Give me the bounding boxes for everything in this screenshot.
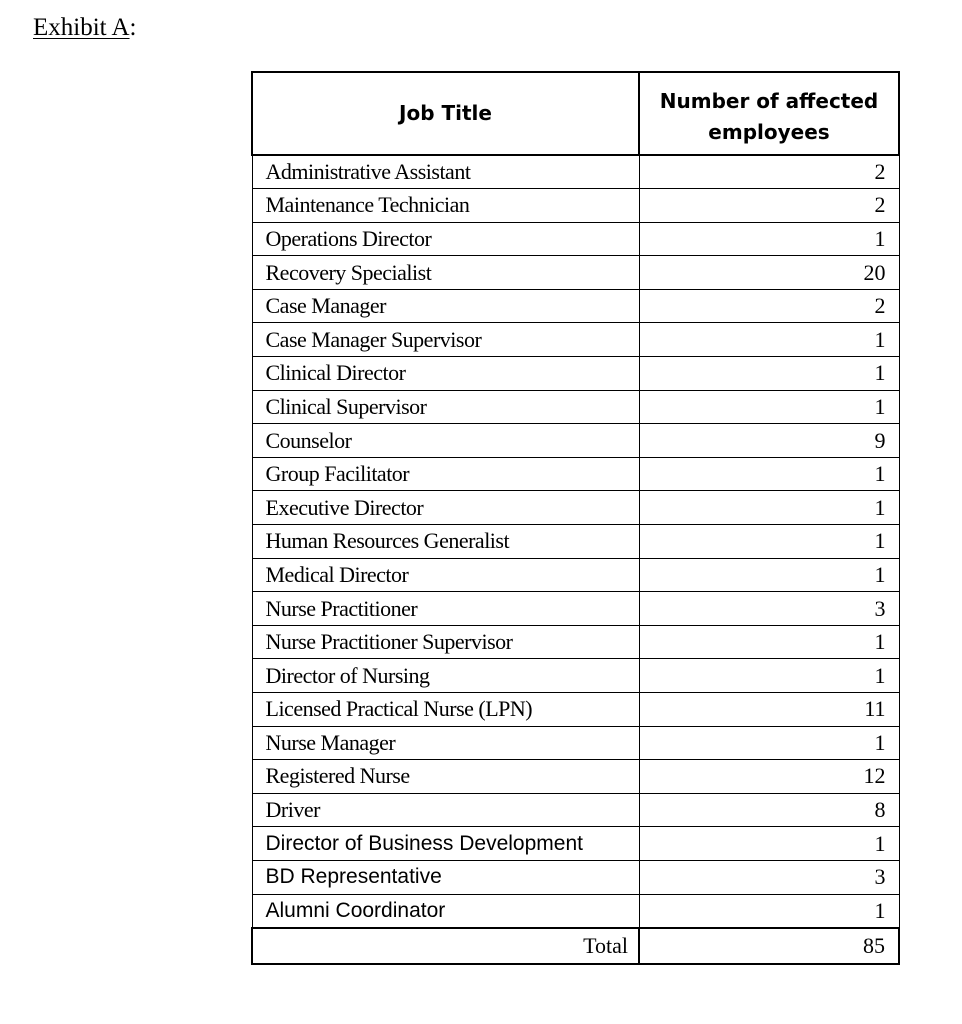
count-cell: 2: [639, 289, 899, 323]
job-title-cell: Driver: [252, 793, 639, 827]
count-cell: 1: [639, 659, 899, 693]
count-cell: 2: [639, 189, 899, 223]
job-title-cell: Group Facilitator: [252, 457, 639, 491]
job-title-cell: Maintenance Technician: [252, 189, 639, 223]
table-row: [252, 390, 899, 424]
job-title-cell: Operations Director: [252, 222, 639, 256]
table-row: [252, 457, 899, 491]
exhibit-heading: [33, 12, 137, 44]
count-cell: 12: [639, 760, 899, 794]
count-cell: 1: [639, 323, 899, 357]
job-title-cell: Registered Nurse: [252, 760, 639, 794]
table-row: [252, 625, 899, 659]
count-cell: 1: [639, 625, 899, 659]
table-header-row: [252, 72, 899, 155]
job-title-cell: Nurse Practitioner Supervisor: [252, 625, 639, 659]
total-value: 85: [639, 928, 899, 964]
exhibit-label: Exhibit A: [33, 14, 130, 41]
table-row: [252, 357, 899, 391]
table-row: [252, 256, 899, 290]
count-cell: 1: [639, 726, 899, 760]
table-row: [252, 760, 899, 794]
count-cell: 3: [639, 592, 899, 626]
count-cell: 20: [639, 256, 899, 290]
table-row: [252, 894, 899, 928]
count-cell: 8: [639, 793, 899, 827]
table-row: [252, 525, 899, 559]
count-cell: 11: [639, 693, 899, 727]
job-title-cell: Clinical Director: [252, 357, 639, 391]
total-label: Total: [252, 928, 639, 964]
table-row: [252, 424, 899, 458]
job-title-cell: Alumni Coordinator: [252, 894, 639, 928]
count-cell: 2: [639, 155, 899, 189]
count-cell: 3: [639, 860, 899, 894]
table-row: [252, 693, 899, 727]
job-title-cell: Administrative Assistant: [252, 155, 639, 189]
table-row: [252, 860, 899, 894]
count-cell: 1: [639, 558, 899, 592]
count-cell: 1: [639, 827, 899, 861]
job-title-cell: Recovery Specialist: [252, 256, 639, 290]
count-cell: 1: [639, 390, 899, 424]
table-row: [252, 827, 899, 861]
table-row: [252, 793, 899, 827]
job-title-cell: Clinical Supervisor: [252, 390, 639, 424]
exhibit-colon: :: [129, 14, 137, 41]
job-title-cell: Counselor: [252, 424, 639, 458]
job-title-cell: Case Manager: [252, 289, 639, 323]
total-row: [252, 928, 899, 964]
count-cell: 1: [639, 357, 899, 391]
table-row: [252, 222, 899, 256]
table-row: [252, 491, 899, 525]
job-title-cell: Case Manager Supervisor: [252, 323, 639, 357]
table-row: [252, 323, 899, 357]
table-row: [252, 592, 899, 626]
job-title-cell: BD Representative: [252, 860, 639, 894]
table-row: [252, 289, 899, 323]
job-title-cell: Director of Business Development: [252, 827, 639, 861]
job-title-cell: Medical Director: [252, 558, 639, 592]
count-cell: 1: [639, 457, 899, 491]
table-row: [252, 659, 899, 693]
table-row: [252, 726, 899, 760]
job-title-cell: Director of Nursing: [252, 659, 639, 693]
header-affected-count: Number of affected employees: [639, 72, 899, 155]
job-title-cell: Executive Director: [252, 491, 639, 525]
count-cell: 9: [639, 424, 899, 458]
table-row: [252, 155, 899, 189]
job-title-cell: Nurse Manager: [252, 726, 639, 760]
table-row: [252, 189, 899, 223]
job-title-cell: Nurse Practitioner: [252, 592, 639, 626]
count-cell: 1: [639, 491, 899, 525]
job-title-cell: Human Resources Generalist: [252, 525, 639, 559]
header-job-title: Job Title: [252, 72, 639, 155]
table-row: [252, 558, 899, 592]
count-cell: 1: [639, 222, 899, 256]
affected-employees-table: [251, 71, 900, 965]
count-cell: 1: [639, 525, 899, 559]
count-cell: 1: [639, 894, 899, 928]
job-title-cell: Licensed Practical Nurse (LPN): [252, 693, 639, 727]
